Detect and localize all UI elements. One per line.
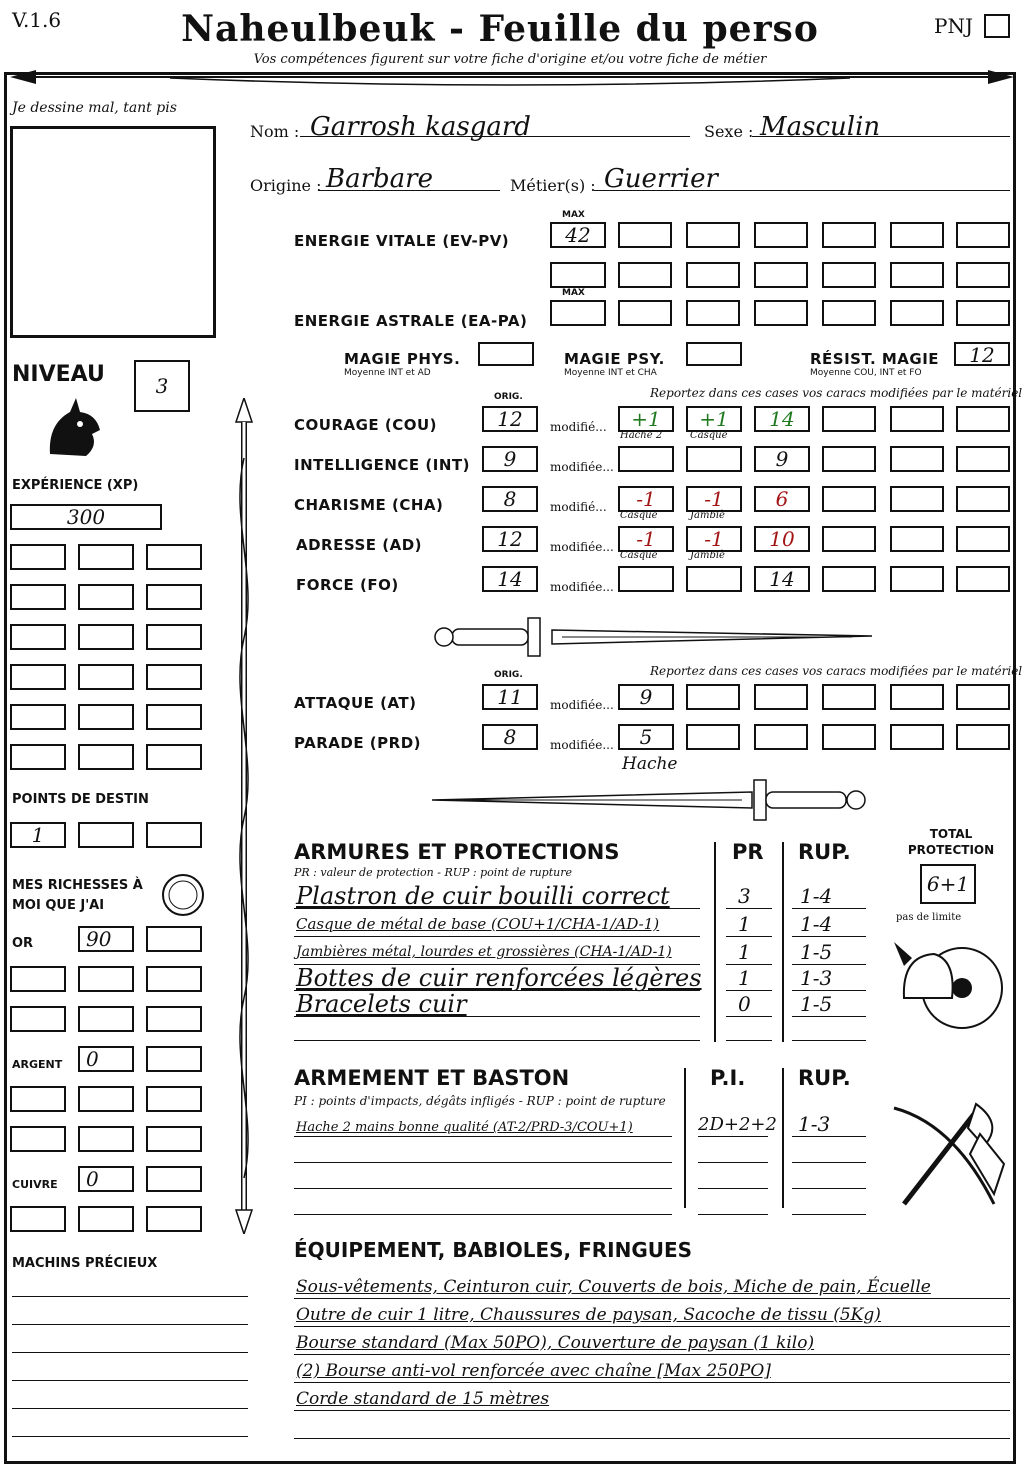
sword-icon [432,778,872,822]
destin-box-1[interactable]: 1 [10,822,66,848]
or-box-extra[interactable] [146,926,202,952]
combat-report-note: Reportez dans ces cases vos caracs modifiées par le matériel [650,664,1023,678]
armure-pr[interactable]: 1 [738,912,751,936]
combat-extra-box[interactable] [890,684,944,710]
arme-line[interactable] [294,1188,672,1189]
total-protection-box[interactable]: 6+1 [920,864,976,904]
ev-box[interactable] [618,262,672,288]
at-label: ATTAQUE (AT) [294,694,417,712]
armement-title: ARMEMENT ET BASTON [294,1066,570,1090]
carac-extra-box[interactable] [956,406,1010,432]
arme-line [792,1162,866,1163]
arme-line[interactable] [294,1162,672,1163]
fo-orig-box[interactable]: 14 [482,566,538,592]
ev-box[interactable] [686,262,740,288]
carac-extra-box[interactable] [822,566,876,592]
armement-divider-2 [782,1068,784,1208]
argent-box-extra[interactable] [146,1126,202,1152]
ev-label: ENERGIE VITALE (EV-PV) [294,232,510,250]
xp-box[interactable] [10,744,66,770]
argent-box-extra[interactable] [10,1086,66,1112]
equipement-rule [294,1382,1010,1383]
armures-divider-2 [782,842,784,1042]
armures-rup-header: RUP. [798,840,851,864]
combat-extra-box[interactable] [956,684,1010,710]
carac-extra-box[interactable] [956,566,1010,592]
combat-extra-box[interactable] [686,684,740,710]
armure-line [294,1016,700,1017]
armure-line [726,1040,772,1041]
armure-name[interactable]: Bottes de cuir renforcées légères [296,964,702,992]
nom-value[interactable]: Garrosh kasgard [310,112,531,142]
armure-rup[interactable]: 1-4 [800,884,833,908]
portrait-caption: Je dessine mal, tant pis [12,100,177,116]
argent-label: ARGENT [12,1058,63,1071]
argent-box-extra[interactable] [78,1126,134,1152]
ev-box[interactable] [754,222,808,248]
cuivre-box-extra[interactable] [146,1166,202,1192]
ea-box[interactable] [618,300,672,326]
armement-pi-header: P.I. [710,1066,746,1090]
fo-modifie: modifiée... [550,580,614,594]
ea-box[interactable] [822,300,876,326]
coin-icon [160,872,206,918]
arme-line [792,1136,866,1137]
magie-phys-note: Moyenne INT et AD [344,368,431,378]
arme-line [698,1136,768,1137]
cha-orig-box[interactable]: 8 [482,486,538,512]
ad-mod2-box[interactable]: -1 [686,526,742,552]
cha-mod2-box[interactable]: -1 [686,486,742,512]
carac-extra-box[interactable] [822,446,876,472]
int-label: INTELLIGENCE (INT) [294,456,470,474]
pnj-label: PNJ [934,14,973,38]
cha-label: CHARISME (CHA) [294,496,444,514]
ev-box[interactable] [822,262,876,288]
argent-box-extra[interactable] [78,1086,134,1112]
ad-mod1-box[interactable]: -1 [618,526,674,552]
equipement-rule [294,1410,1010,1411]
at-mod1-box[interactable]: 9 [618,684,674,710]
armure-line [792,1016,866,1017]
equipement-line[interactable]: Sous-vêtements, Ceinturon cuir, Couverts de bois, Miche de pain, Écuelle [296,1277,931,1297]
cou-mod1-note: Hache 2 [620,430,663,441]
ad-mod2-note: Jambiè [690,550,725,561]
machins-line[interactable] [12,1352,248,1353]
or-box-extra[interactable] [78,1006,134,1032]
armure-name[interactable]: Jambières métal, lourdes et grossières (CHA-1/AD-1) [296,944,672,960]
magie-psy-box[interactable] [686,342,742,366]
xp-box[interactable] [78,584,134,610]
arme-line [792,1188,866,1189]
combat-extra-box[interactable] [822,724,876,750]
machins-line[interactable] [12,1380,248,1381]
arme-pi[interactable]: 2D+2+2 [698,1114,777,1135]
niveau-label: NIVEAU [12,362,105,387]
armure-rup[interactable]: 1-5 [800,992,833,1016]
combat-extra-box[interactable] [754,724,808,750]
pnj-checkbox[interactable] [984,14,1010,38]
spear-icon [226,398,262,1234]
armure-line [294,936,700,937]
xp-box[interactable] [10,624,66,650]
magie-phys-box[interactable] [478,342,534,366]
sexe-value[interactable]: Masculin [760,112,881,142]
armures-note: PR : valeur de protection - RUP : point de rupture [294,866,572,879]
caracs-report-note: Reportez dans ces cases vos caracs modifiées par le matériel [650,386,1023,400]
equipement-line[interactable]: (2) Bourse anti-vol renforcée avec chaîne [Max 250PO] [296,1361,771,1381]
ad-result-box[interactable]: 10 [754,526,810,552]
portrait-box[interactable] [10,126,216,338]
ev-box[interactable] [956,262,1010,288]
arme-name[interactable]: Hache 2 mains bonne qualité (AT-2/PRD-3/COU+1) [296,1120,633,1135]
combat-extra-box[interactable] [822,684,876,710]
xp-box[interactable] [78,624,134,650]
weapons-icon [884,1094,1010,1214]
ea-box[interactable] [956,300,1010,326]
armure-line [792,990,866,991]
armure-name[interactable]: Casque de métal de base (COU+1/CHA-1/AD-1) [296,915,660,933]
fo-label: FORCE (FO) [296,576,399,594]
carac-extra-box[interactable] [956,486,1010,512]
int-orig-box[interactable]: 9 [482,446,538,472]
nom-label: Nom : [250,122,300,141]
carac-extra-box[interactable] [890,406,944,432]
xp-box[interactable] [146,584,202,610]
caracs-orig-label: ORIG. [494,392,523,402]
magie-psy-note: Moyenne INT et CHA [564,368,657,378]
page-title: Naheulbeuk - Feuille du perso [181,8,819,50]
machins-label: MACHINS PRÉCIEUX [12,1256,158,1271]
sexe-underline [752,136,1010,137]
carac-extra-box[interactable] [890,526,944,552]
armure-line [726,908,772,909]
arme-rup[interactable]: 1-3 [798,1112,831,1136]
or-box[interactable]: 90 [78,926,134,952]
metier-label: Métier(s) : [510,176,596,195]
resist-magie-note: Moyenne COU, INT et FO [810,368,922,378]
armures-pr-header: PR [732,840,764,864]
armure-pr[interactable]: 1 [738,966,751,990]
carac-extra-box[interactable] [822,406,876,432]
niveau-box[interactable]: 3 [134,360,190,412]
magie-phys-label: MAGIE PHYS. [344,350,461,368]
ev-box[interactable] [956,222,1010,248]
cou-orig-box[interactable]: 12 [482,406,538,432]
xp-box[interactable]: 300 [10,504,162,530]
ad-label: ADRESSE (AD) [296,536,423,554]
armure-line [726,1016,772,1017]
carac-extra-box[interactable] [890,566,944,592]
fo-mod2-box[interactable] [686,566,742,592]
xp-box[interactable] [78,744,134,770]
cha-result-box[interactable]: 6 [754,486,810,512]
origine-label: Origine : [250,176,322,195]
destin-label: POINTS DE DESTIN [12,792,149,807]
cuivre-box[interactable]: 0 [78,1166,134,1192]
armure-pr[interactable]: 1 [738,940,751,964]
xp-box[interactable] [10,704,66,730]
at-modifie: modifiée... [550,698,614,712]
armure-line [792,936,866,937]
armure-line [294,1040,700,1041]
richesses-label: MES RICHESSES À MOI QUE J'AI [12,878,143,913]
armures-divider-1 [714,842,716,1042]
or-box-extra[interactable] [78,966,134,992]
xp-box[interactable] [78,664,134,690]
armure-line [294,908,700,909]
machins-line[interactable] [12,1436,248,1437]
destin-box-3[interactable] [146,822,202,848]
armures-title: ARMURES ET PROTECTIONS [294,840,620,864]
cou-modifie: modifié... [550,420,607,434]
armement-note: PI : points d'impacts, dégâts infligés - RUP : point de rupture [294,1094,666,1108]
arme-line[interactable] [294,1214,672,1215]
cou-label: COURAGE (COU) [294,416,438,434]
ev-max-label: MAX [562,210,585,220]
equipement-line[interactable]: Bourse standard (Max 50PO), Couverture de paysan (1 kilo) [296,1333,815,1353]
armure-line [792,908,866,909]
nom-underline [300,136,690,137]
resist-magie-label: RÉSIST. MAGIE [810,350,940,368]
total-protection-note: pas de limite [896,912,962,923]
armure-line [726,990,772,991]
ev-box[interactable] [550,262,606,288]
cou-mod2-box[interactable]: +1 [686,406,742,432]
armure-line [792,1040,866,1041]
armure-name[interactable]: Bracelets cuir [296,990,467,1018]
equipement-rule [294,1438,1010,1439]
ad-mod1-note: Casque [620,550,658,561]
armure-line [726,964,772,965]
magie-psy-label: MAGIE PSY. [564,350,665,368]
equipement-rule [294,1298,1010,1299]
int-result-box[interactable]: 9 [754,446,810,472]
ev-box[interactable] [618,222,672,248]
cha-mod2-note: Jambiè [690,510,725,521]
machins-line[interactable] [12,1408,248,1409]
ad-orig-box[interactable]: 12 [482,526,538,552]
ev-box[interactable] [890,222,944,248]
ev-box[interactable] [822,222,876,248]
arme-line [698,1188,768,1189]
ea-box[interactable] [890,300,944,326]
combat-extra-box[interactable] [754,684,808,710]
carac-extra-box[interactable] [890,486,944,512]
cou-mod2-note: Casque [690,430,728,441]
helmet-shield-icon [890,926,1010,1042]
int-mod2-box[interactable] [686,446,742,472]
equipement-rule [294,1354,1010,1355]
prd-label: PARADE (PRD) [294,734,422,752]
or-box-extra[interactable] [10,966,66,992]
combat-orig-label: ORIG. [494,670,523,680]
ad-modifie: modifiée... [550,540,614,554]
version-label: V.1.6 [12,8,62,32]
cha-mod1-box[interactable]: -1 [618,486,674,512]
argent-box-extra[interactable] [146,1046,202,1072]
cou-mod1-box[interactable]: +1 [618,406,674,432]
origine-underline [318,190,500,191]
combat-note: Hache [622,754,678,774]
prd-orig-box[interactable]: 8 [482,724,538,750]
xp-box[interactable] [146,544,202,570]
xp-box[interactable] [10,544,66,570]
carac-extra-box[interactable] [890,446,944,472]
prd-mod1-box[interactable]: 5 [618,724,674,750]
or-box-extra[interactable] [10,1006,66,1032]
ea-max-label: MAX [562,288,585,298]
carac-extra-box[interactable] [956,446,1010,472]
ev-box[interactable] [686,222,740,248]
combat-extra-box[interactable] [890,724,944,750]
int-modifie: modifiée... [550,460,614,474]
carac-extra-box[interactable] [956,526,1010,552]
ea-max-box[interactable] [550,300,606,326]
or-box-extra[interactable] [146,966,202,992]
xp-box[interactable] [78,704,134,730]
arme-line[interactable] [294,1136,672,1137]
armure-pr[interactable]: 0 [738,992,751,1016]
armement-rup-header: RUP. [798,1066,851,1090]
xp-box[interactable] [10,664,66,690]
armure-rup[interactable]: 1-3 [800,966,833,990]
armure-pr[interactable]: 3 [738,884,751,908]
prd-modifie: modifiée... [550,738,614,752]
cuivre-box-extra[interactable] [10,1206,66,1232]
resist-magie-box[interactable]: 12 [954,342,1010,366]
armure-line [726,936,772,937]
xp-box[interactable] [146,624,202,650]
sword-icon [432,614,872,660]
ea-label: ENERGIE ASTRALE (EA-PA) [294,312,528,330]
machins-line[interactable] [12,1324,248,1325]
arme-line [698,1162,768,1163]
page-subtitle: Vos compétences figurent sur votre fiche d'origine et/ou votre fiche de métier [253,52,767,67]
equipement-line[interactable]: Outre de cuir 1 litre, Chaussures de paysan, Sacoche de tissu (5Kg) [296,1305,881,1325]
machins-line[interactable] [12,1296,248,1297]
at-orig-box[interactable]: 11 [482,684,538,710]
cou-result-box[interactable]: 14 [754,406,810,432]
metier-value[interactable]: Guerrier [604,164,718,194]
carac-extra-box[interactable] [822,486,876,512]
cha-modifie: modifié... [550,500,607,514]
dragon-icon [40,394,106,464]
destin-box-2[interactable] [78,822,134,848]
fo-mod1-box[interactable] [618,566,674,592]
arme-line [698,1214,768,1215]
metier-underline [594,190,1010,191]
cuivre-box-extra[interactable] [78,1206,134,1232]
argent-box-extra[interactable] [10,1126,66,1152]
cha-mod1-note: Casque [620,510,658,521]
cuivre-label: CUIVRE [12,1178,58,1191]
armure-name[interactable]: Plastron de cuir bouilli correct [296,882,670,910]
ea-box[interactable] [686,300,740,326]
fo-result-box[interactable]: 14 [754,566,810,592]
int-mod1-box[interactable] [618,446,674,472]
ev-box[interactable] [890,262,944,288]
carac-extra-box[interactable] [822,526,876,552]
ev-box[interactable] [754,262,808,288]
armure-line [792,964,866,965]
or-box-extra[interactable] [146,1006,202,1032]
armure-rup[interactable]: 1-5 [800,940,833,964]
xp-box[interactable] [146,704,202,730]
xp-box[interactable] [146,744,202,770]
cuivre-box-extra[interactable] [146,1206,202,1232]
ev-max-box[interactable]: 42 [550,222,606,248]
combat-extra-box[interactable] [686,724,740,750]
xp-box[interactable] [78,544,134,570]
argent-box[interactable]: 0 [78,1046,134,1072]
equipement-line[interactable]: Corde standard de 15 mètres [296,1389,550,1409]
combat-extra-box[interactable] [956,724,1010,750]
total-protection-label: TOTAL PROTECTION [907,827,995,857]
ea-box[interactable] [754,300,808,326]
xp-box[interactable] [146,664,202,690]
sexe-label: Sexe : [704,122,754,141]
equipement-title: ÉQUIPEMENT, BABIOLES, FRINGUES [294,1238,693,1262]
arme-line [792,1214,866,1215]
xp-label: EXPÉRIENCE (XP) [12,478,139,493]
origine-value[interactable]: Barbare [326,164,433,194]
armement-divider-1 [684,1068,686,1208]
armure-rup[interactable]: 1-4 [800,912,833,936]
or-label: OR [12,936,34,951]
argent-box-extra[interactable] [146,1086,202,1112]
xp-box[interactable] [10,584,66,610]
equipement-rule [294,1326,1010,1327]
